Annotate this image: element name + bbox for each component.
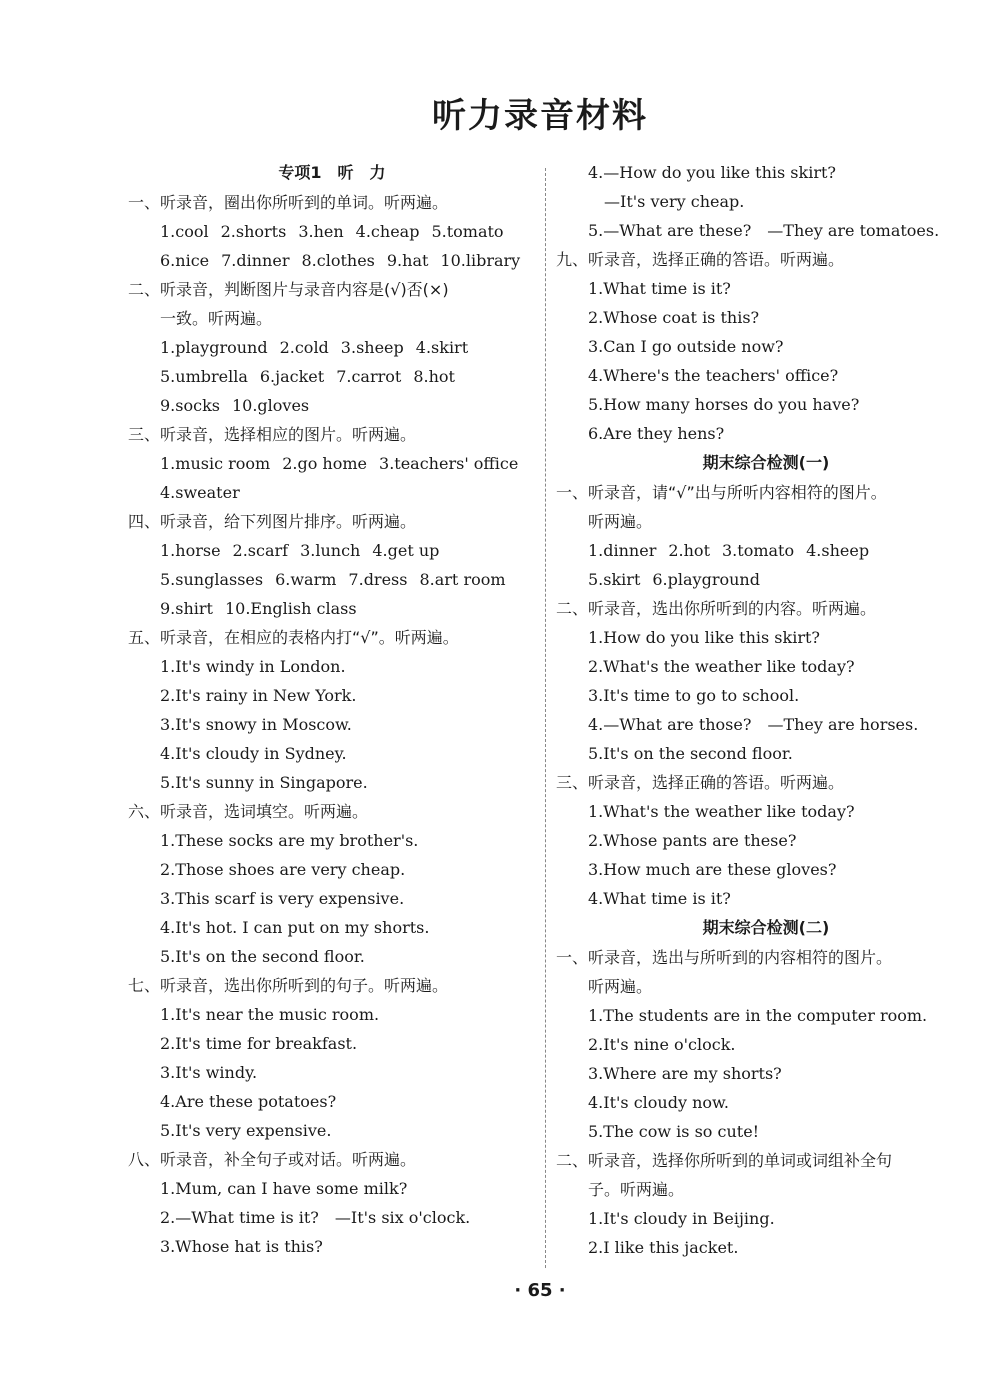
sentence: 1.It's cloudy in Beijing. [588,1209,775,1228]
word: 6.jacket [259,367,325,386]
word: 2.cold [279,338,329,357]
question-title: 一、听录音，请“√”出与所听内容相符的图片。 [556,483,887,502]
section-title: 期末综合检测(二) [702,918,830,937]
sentence: 3.Can I go outside now? [588,337,784,356]
sentence: 4.It's hot. I can put on my shorts. [160,918,430,937]
sentence: 1.How do you like this skirt? [588,628,820,647]
sentence: 2.Those shoes are very cheap. [160,860,406,879]
sentence: 3.It's snowy in Moscow. [160,715,352,734]
question-title-cont: 听两遍。 [588,977,653,996]
section-title: 专项1 听 力 [278,163,386,182]
word-row [128,217,536,246]
sentence: 4.What time is it? [588,889,731,908]
sentence: 1.These socks are my brother's. [160,831,419,850]
word: 4.sweater [160,483,240,502]
sentence: 2.It's time for breakfast. [160,1034,358,1053]
sentence: 2.Whose pants are these? [588,831,797,850]
word: 4.get up [372,541,440,560]
question-title: 三、听录音，选择相应的图片。听两遍。 [128,425,417,444]
sentence: 1.What time is it? [588,279,731,298]
sentence: 3.This scarf is very expensive. [160,889,405,908]
column-divider [545,168,546,1268]
word: 10.library [440,251,521,270]
sentence: 2.What's the weather like today? [588,657,855,676]
word: 10.English class [224,599,357,618]
word-row [128,362,536,391]
sentence: 1.The students are in the computer room. [588,1006,928,1025]
question-title: 一、听录音，圈出你所听到的单词。听两遍。 [128,193,449,212]
word: 8.clothes [301,251,375,270]
sentence: 2.—What time is it? —It's six o'clock. [160,1208,471,1227]
word-row [128,594,536,623]
word: 8.hot [413,367,455,386]
word-row [128,391,536,420]
sentence: 1.What's the weather like today? [588,802,855,821]
sentence: 5.It's sunny in Singapore. [160,773,368,792]
sentence: 5.How many horses do you have? [588,395,860,414]
sentence: 4.Are these potatoes? [160,1092,337,1111]
word: 5.umbrella [160,367,248,386]
sentence: 6.Are they hens? [588,424,725,443]
sentence: 2.It's nine o'clock. [588,1035,736,1054]
sentence: 1.Mum, can I have some milk? [160,1179,408,1198]
right-column [556,158,976,1262]
question-title: 四、听录音，给下列图片排序。听两遍。 [128,512,417,531]
sentence: 4.Where's the teachers' office? [588,366,839,385]
question-title: 七、听录音，选出你所听到的句子。听两遍。 [128,976,449,995]
word: 4.skirt [415,338,469,357]
word: 3.tomato [722,541,795,560]
word: 1.horse [160,541,221,560]
word: 10.gloves [231,396,310,415]
word: 9.hat [386,251,429,270]
sentence: 5.It's on the second floor. [588,744,793,763]
word: 9.socks [160,396,220,415]
sentence: 4.—How do you like this skirt? [588,163,836,182]
question-title-cont: 一致。听两遍。 [160,309,273,328]
sentence: 3.It's time to go to school. [588,686,800,705]
sentence: 1.It's windy in London. [160,657,346,676]
word: 6.nice [160,251,210,270]
word: 7.dress [348,570,408,589]
word: 4.cheap [355,222,420,241]
word: 2.hot [668,541,710,560]
question-title: 九、听录音，选择正确的答语。听两遍。 [556,250,845,269]
left-column [128,158,536,1261]
word-row [128,565,536,594]
sentence: 5.It's on the second floor. [160,947,365,966]
word-row [128,333,536,362]
word: 6.warm [275,570,337,589]
word: 5.tomato [431,222,504,241]
sentence: 3.Whose hat is this? [160,1237,323,1256]
word: 4.sheep [806,541,870,560]
word-row [556,565,976,594]
sentence: 4.It's cloudy in Sydney. [160,744,347,763]
word: 1.music room [160,454,271,473]
section-title: 期末综合检测(一) [702,453,830,472]
word: 1.dinner [588,541,657,560]
sentence: 3.Where are my shorts? [588,1064,782,1083]
sentence: 5.—What are these? —They are tomatoes. [588,221,940,240]
word-row [128,478,536,507]
word: 2.shorts [220,222,287,241]
question-title: 三、听录音，选择正确的答语。听两遍。 [556,773,845,792]
word: 6.playground [652,570,760,589]
sentence: 3.It's windy. [160,1063,258,1082]
word: 9.shirt [160,599,213,618]
question-title: 八、听录音，补全句子或对话。听两遍。 [128,1150,417,1169]
word: 2.scarf [232,541,289,560]
page-number: · 65 · [514,1280,566,1301]
question-title: 二、听录音，判断图片与录音内容是(√)否(×) [128,280,449,299]
word: 2.go home [282,454,368,473]
word: 1.cool [160,222,209,241]
word: 1.playground [160,338,268,357]
sentence: 5.It's very expensive. [160,1121,332,1140]
sentence: 5.The cow is so cute! [588,1122,760,1141]
sentence: 2.Whose coat is this? [588,308,760,327]
word: 3.hen [298,222,344,241]
sentence: 2.It's rainy in New York. [160,686,357,705]
word: 5.sunglasses [160,570,264,589]
question-title: 一、听录音，选出与所听到的内容相符的图片。 [556,948,893,967]
word-row [128,449,536,478]
question-title: 二、听录音，选择你所听到的单词或词组补全句 [556,1151,893,1170]
question-title-cont: 子。听两遍。 [588,1180,685,1199]
sentence: 4.It's cloudy now. [588,1093,729,1112]
sentence: 1.It's near the music room. [160,1005,380,1024]
word: 3.teachers' office [379,454,519,473]
question-title: 六、听录音，选词填空。听两遍。 [128,802,369,821]
word-row [128,536,536,565]
question-title: 五、听录音，在相应的表格内打“√”。听两遍。 [128,628,459,647]
page-title: 听力录音材料 [432,96,648,136]
sentence: —It's very cheap. [604,192,745,211]
word: 5.skirt [588,570,641,589]
sentence: 2.I like this jacket. [588,1238,739,1257]
question-title-cont: 听两遍。 [588,512,653,531]
sentence: 3.How much are these gloves? [588,860,837,879]
word: 3.lunch [300,541,361,560]
question-title: 二、听录音，选出你所听到的内容。听两遍。 [556,599,877,618]
word: 7.carrot [336,367,402,386]
word: 8.art room [419,570,506,589]
word: 7.dinner [221,251,290,270]
word: 3.sheep [340,338,404,357]
word-row [128,246,536,275]
word-row [556,536,976,565]
sentence: 4.—What are those? —They are horses. [588,715,919,734]
